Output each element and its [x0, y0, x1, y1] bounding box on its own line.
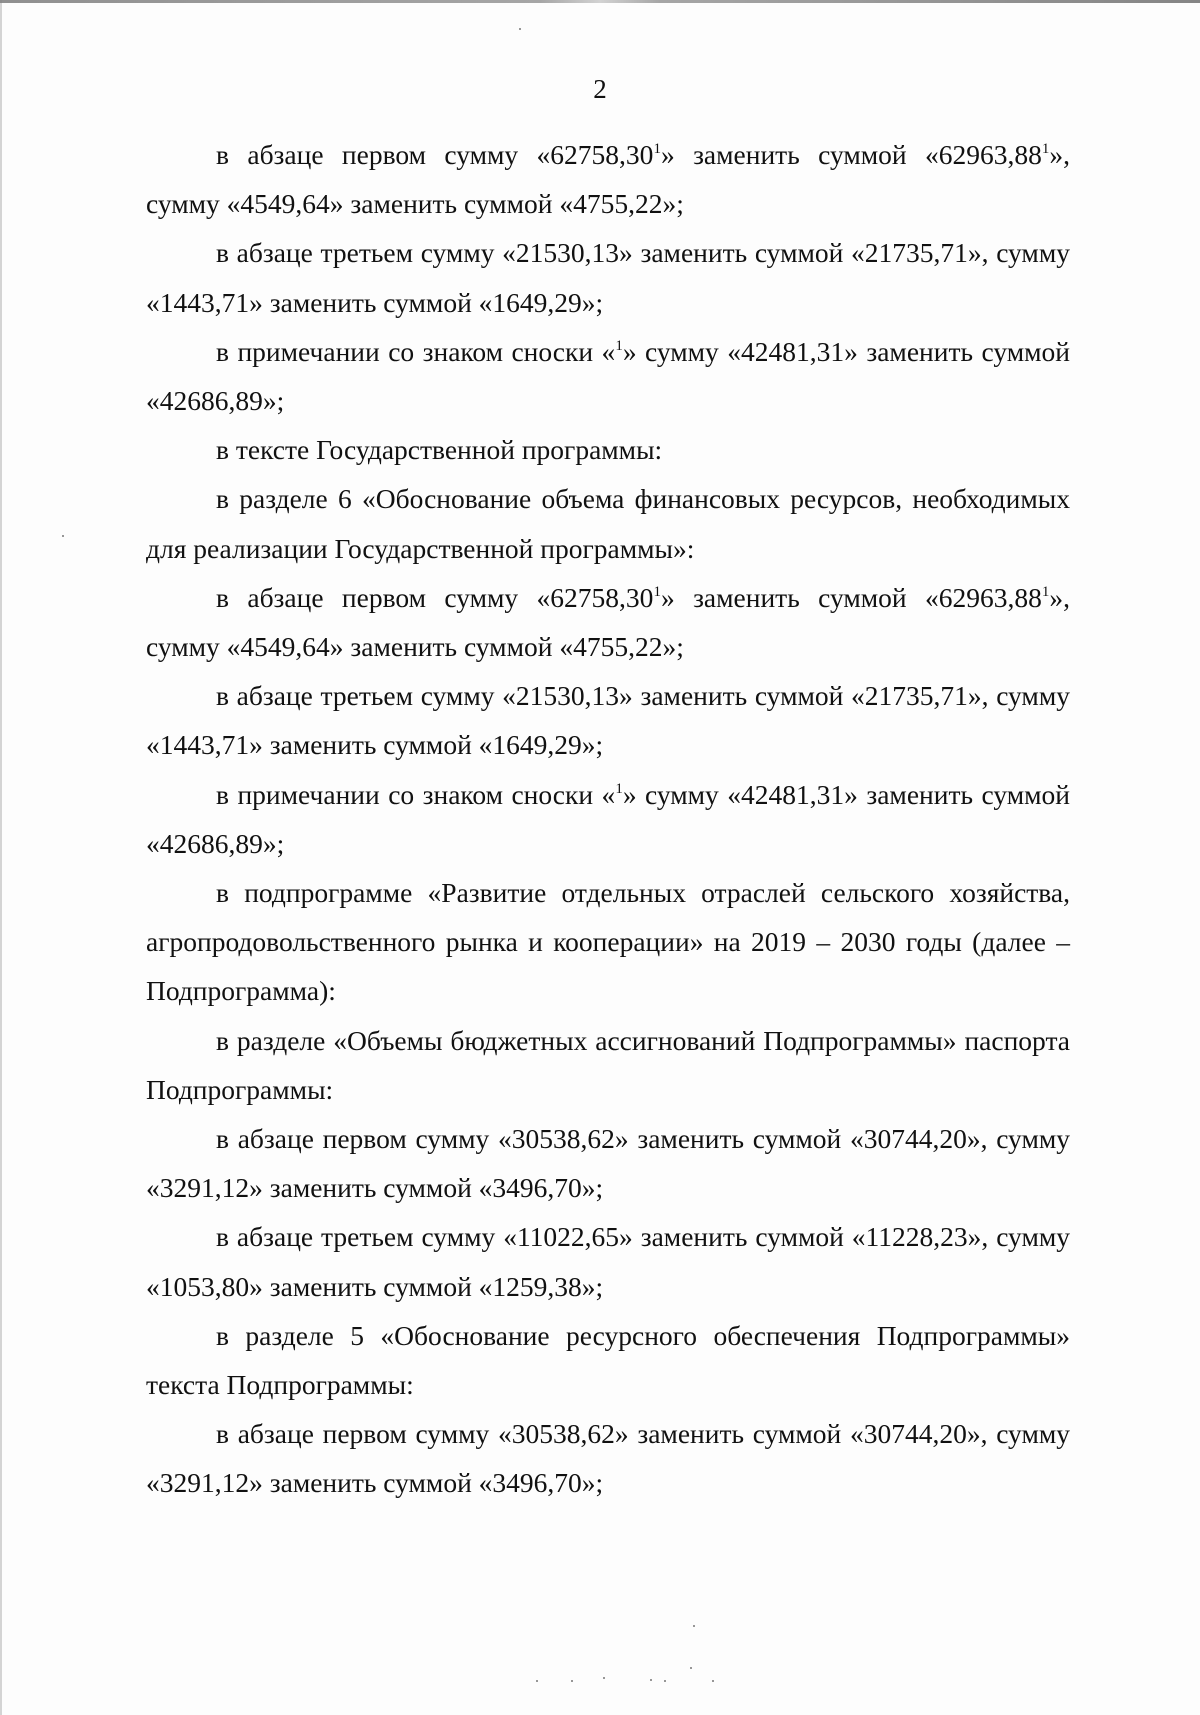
paragraph-text: » заменить суммой «62963,88	[660, 139, 1042, 170]
paragraph	[146, 1114, 1070, 1212]
paragraph-text: в примечании со знаком сноски «	[216, 778, 616, 810]
paragraph-text: » заменить суммой «62963,88	[660, 581, 1042, 613]
scan-speck	[650, 1679, 652, 1681]
scan-speck	[62, 535, 64, 537]
paragraph	[146, 425, 1070, 474]
scan-speck	[571, 1680, 573, 1682]
paragraph-text: в тексте Государственной программы:	[216, 434, 663, 466]
paragraph	[146, 327, 1070, 425]
paragraph	[146, 770, 1070, 868]
page-number: 2	[593, 74, 607, 104]
paragraph-text: в разделе «Объемы бюджетных ассигнований Подпрограммы» паспорта Подпрограммы:	[146, 1024, 1070, 1105]
paragraph-text: », сумму «4549,64» заменить суммой «4755,22»;	[146, 139, 1070, 220]
scan-speck	[536, 1680, 538, 1682]
scan-speck	[693, 1625, 695, 1627]
paragraph	[146, 868, 1070, 1016]
footnote-mark: 1	[653, 583, 661, 600]
paragraph	[146, 1409, 1070, 1507]
paragraph-text: в подпрограмме «Развитие отдельных отраслей сельского хозяйства, агропродовольственного рынка и кооперации» на 2019 – 2030 годы (далее – Подпрограмма):	[146, 877, 1070, 1007]
scan-speck	[690, 1667, 692, 1669]
document-body	[146, 130, 1070, 1508]
paragraph-text: » сумму «42481,31» заменить суммой «42686,89»;	[146, 778, 1070, 859]
paragraph	[146, 474, 1070, 572]
footnote-mark: 1	[1041, 141, 1050, 157]
footnote-mark: 1	[615, 337, 623, 354]
paragraph-text: » сумму «42481,31» заменить суммой «42686,89»;	[146, 335, 1070, 417]
paragraph-text: в абзаце третьем сумму «11022,65» заменить суммой «11228,23», сумму «1053,80» заменить суммой «1259,38»;	[146, 1221, 1070, 1302]
scan-edge-top	[0, 0, 1200, 3]
scan-speck	[664, 1680, 666, 1682]
paragraph-text: в примечании со знаком сноски «	[216, 335, 616, 367]
paragraph	[146, 228, 1070, 326]
paragraph-text: в абзаце третьем сумму «21530,13» заменить суммой «21735,71», сумму «1443,71» заменить суммой «1649,29»;	[146, 680, 1070, 761]
footnote-mark: 1	[653, 141, 661, 157]
paragraph-text: в абзаце первом сумму «30538,62» заменить суммой «30744,20», сумму «3291,12» заменить суммой «3496,70»;	[146, 1123, 1070, 1204]
footnote-mark: 1	[615, 780, 623, 797]
paragraph-text: в абзаце первом сумму «30538,62» заменить суммой «30744,20», сумму «3291,12» заменить суммой «3496,70»;	[146, 1418, 1070, 1499]
paragraph	[146, 130, 1070, 228]
paragraph-text: в абзаце первом сумму «62758,30	[216, 581, 654, 613]
paragraph-text: в разделе 5 «Обоснование ресурсного обеспечения Подпрограммы» текста Подпрограммы:	[146, 1319, 1070, 1401]
scan-speck	[603, 1677, 605, 1679]
scan-speck	[712, 1680, 714, 1682]
paragraph-text: в абзаце первом сумму «62758,30	[216, 139, 654, 170]
paragraph	[146, 671, 1070, 769]
paragraph-text: в разделе 6 «Обоснование объема финансовых ресурсов, необходимых для реализации Государственной программы»:	[146, 483, 1070, 564]
paragraph	[146, 573, 1070, 671]
paragraph-text: в абзаце третьем сумму «21530,13» заменить суммой «21735,71», сумму «1443,71» заменить суммой «1649,29»;	[146, 237, 1070, 318]
paragraph-text: », сумму «4549,64» заменить суммой «4755,22»;	[146, 581, 1070, 663]
footnote-mark: 1	[1041, 583, 1050, 600]
scan-edge-left	[0, 0, 2, 1715]
paragraph	[146, 1311, 1070, 1409]
scan-speck	[519, 28, 521, 30]
paragraph	[146, 1016, 1070, 1114]
paragraph	[146, 1212, 1070, 1310]
